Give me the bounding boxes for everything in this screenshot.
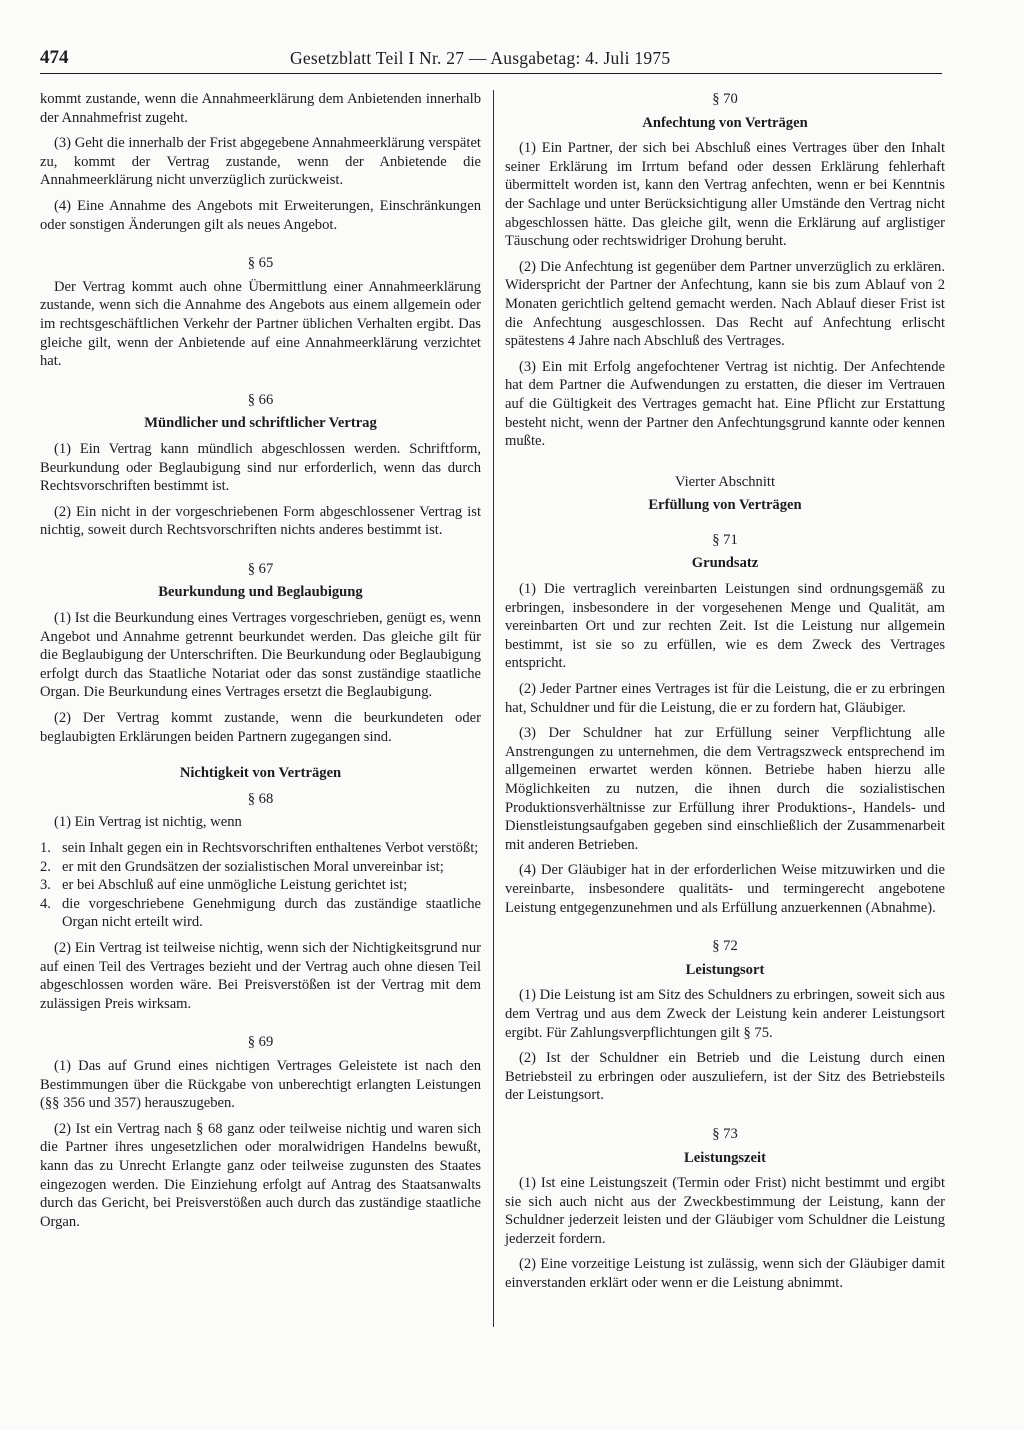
paragraph-65: Der Vertrag kommt auch ohne Übermittlung einer Annahmeerklärung zustande, wenn sich die Annahme des Angebots aus einem allgemein oder im rechtsgeschäftlichen Verkehr der Partner üblichen Verhalten ergibt. Das gleiche gilt, wenn der Anbietende auf eine Annahmeerklärung verzichtet hat. [40,278,481,370]
list-item-number: 3. [40,877,51,894]
paragraph-71-3: (3) Der Schuldner hat zur Erfüllung seiner Verpflichtung alle Anstrengungen zu unternehmen, die dem Vertragszweck entsprechend im allgemeinen erwartet werden können. Betriebe haben hierzu alle Möglichkeiten zu nutzen, die ihnen durch die sozialistischen Produktionsverhältnisse zur Erfüllung ihrer Produktions-, Handels- und Dienstleistungsaufgaben gegeben sind einschließlich der Zusammenarbeit mit anderen Betrieben. [505,725,945,853]
paragraph-70-2: (2) Die Anfechtung ist gegenüber dem Partner unverzüglich zu erklären. Widerspricht der Partner der Anfechtung, kann sie bis zum Ablauf von 2 Monaten gerichtlich geltend gemacht werden. Nach Ablauf dieser Frist ist die Anfechtung ausgeschlossen. Das Recht auf Anfechtung erlischt spätestens 4 Jahre nach Abschluß des Vertrages. [505,258,945,350]
list-item [40,895,481,932]
paragraph-66-1: (1) Ein Vertrag kann mündlich abgeschlossen werden. Schriftform, Beurkundung oder Beglaubigung sind nur erforderlich, wenn das durch Rechtsvorschriften bestimmt ist. [40,440,481,495]
page-header [40,47,942,74]
paragraph-68-1: (1) Ein Vertrag ist nichtig, wenn [54,814,242,831]
paragraph-66-2: (2) Ein nicht in der vorgeschriebenen Form abgeschlossener Vertrag ist nichtig, soweit durch Rechtsvorschriften nichts anderes bestimmt ist. [40,503,481,539]
list-item [40,839,481,858]
chapter-title: Erfüllung von Verträgen [648,497,802,514]
section-sign-67: § 67 [247,560,274,577]
section-sign-71: § 71 [712,531,738,548]
paragraph-71-4: (4) Der Gläubiger hat in der erforderlichen Weise mitzuwirken und die vereinbarte, insbesondere qualitäts- und termingerecht angebotene Leistung entgegenzunehmen und als Erfüllung anzuerkennen (Abnahme). [505,862,945,916]
list-item [40,858,481,877]
section-sign-69: § 69 [247,1034,274,1051]
paragraph-73-1: (1) Ist eine Leistungszeit (Termin oder Frist) nicht bestimmt und ergibt sie sich auch nicht aus der Zweckbestimmung der Leistung, kann der Schuldner jederzeit leisten und der Gläubiger vom Schuldner die Leistung jederzeit fordern. [505,1175,945,1247]
section-title-66: Mündlicher und schriftlicher Vertrag [144,415,377,432]
paragraph-68-2: (2) Ein Vertrag ist teilweise nichtig, wenn sich der Nichtigkeitsgrund nur auf einen Teil des Vertrages bezieht und der Vertrag auch ohne diesen Teil abgeschlossen worden wäre. Bei Preisverstößen ist der Vertrag mit dem zulässigen Preis wirksam. [40,939,481,1012]
chapter-label: Vierter Abschnitt [674,473,776,490]
list-item-number: 4. [40,895,51,912]
paragraph-70-3: (3) Ein mit Erfolg angefochtener Vertrag ist nichtig. Der Anfechtende hat dem Partner die Aufwendungen zu erstatten, die dieser im Vertrauen auf die Gültigkeit des Vertrages gemacht hat. Eine Pflicht zur Erstattung besteht nicht, wenn der Partner den Anfechtungsgrund kannte oder kennen mußte. [505,358,945,450]
paragraph-69-1: (1) Das auf Grund eines nichtigen Vertrages Geleistete ist nach den Bestimmungen über die Rückgabe von unberechtigt erlangten Leistungen (§§ 356 und 357) herauszugeben. [40,1057,481,1112]
list-item-text: die vorgeschriebene Genehmigung durch das zuständige staatliche Organ nicht erteilt wird. [62,895,481,931]
list-item-number: 1. [40,840,51,856]
section-title-71: Grundsatz [691,555,759,572]
section-sign-70: § 70 [712,91,738,107]
section-title-72: Leistungsort [685,961,765,978]
paragraph-67-2: (2) Der Vertrag kommt zustande, wenn die beurkundeten oder beglaubigten Erklärungen beiden Partnern zugegangen sind. [40,710,481,745]
section-sign-68: § 68 [247,790,274,807]
list-item-text: er bei Abschluß auf eine unmögliche Leistung gerichtet ist; [62,877,408,894]
paragraph-67-1: (1) Ist die Beurkundung eines Vertrages vorgeschrieben, genügt es, wenn Angebot und Annahme getrennt beurkundet werden. Das gleiche gilt für die Beglaubigung der Unterschriften. Die Beurkundung oder Beglaubigung erfolgt durch das Staatliche Notariat oder das sonst zuständige staatliche Organ. Die Beurkundung eines Vertrages ersetzt die Beglaubigung. [40,610,481,701]
list-item-text: sein Inhalt gegen ein in Rechtsvorschriften enthaltenes Verbot verstößt; [62,840,479,856]
list-item [40,876,481,895]
section-title-73: Leistungszeit [684,1149,766,1166]
section-title-67: Beurkundung und Beglaubigung [158,584,363,601]
column-divider [493,90,494,1327]
section-sign-73: § 73 [712,1125,738,1142]
section-sign-65: § 65 [247,255,274,272]
list-item-text: er mit den Grundsätzen der sozialistischen Moral unvereinbar ist; [62,858,444,875]
paragraph-69-2: (2) Ist ein Vertrag nach § 68 ganz oder teilweise nichtig und waren sich die Partner ihres ungesetzlichen oder moralwidrigen Handelns bewußt, kann das zu Unrecht Erlangte ganz oder teilweise zugunsten des Staates eingezogen werden. Die Einziehung erfolgt auf Antrag des Staatsanwalts durch das Gericht, bei Preisverstößen auch durch das zuständige staatliche Organ. [40,1120,481,1230]
paragraph-72-1: (1) Die Leistung ist am Sitz des Schuldners zu erbringen, soweit sich aus dem Vertrag und aus dem Zweck der Leistung kein anderer Leistungsort ergibt. Für Zahlungsverpflichtungen gilt § 75. [505,987,945,1041]
nichtig-conditions-list [40,839,481,932]
paragraph-72-2: (2) Ist der Schuldner ein Betrieb und die Leistung durch einen Betriebsteil zu erbringen oder auszuliefern, ist der Sitz des Betriebsteils der Leistungsort. [505,1050,945,1104]
left-column [40,90,481,1238]
page-number: 474 [40,47,69,68]
paragraph-73-2: (2) Eine vorzeitige Leistung ist zulässig, wenn sich der Gläubiger damit einverstanden erklärt oder wenn er die Leistung abnimmt. [505,1256,945,1292]
paragraph-71-1: (1) Die vertraglich vereinbarten Leistungen sind ordnungsgemäß zu erbringen, insbesondere in der vorgesehenen Menge und Qualität, am vereinbarten Ort und zur rechten Zeit. Ist die Leistung nur allgemein bestimmt, ist sie so zu erfüllen, wie es dem Zweck des Vertrages entspricht. [505,581,945,672]
section-title-70: Anfechtung von Verträgen [642,114,808,131]
paragraph-64-3: (3) Geht die innerhalb der Frist abgegebene Annahmeerklärung verspätet zu, kommt der Vertrag zustande, wenn der Anbietende die Annahmeerklärung nicht unverzüglich zurückweist. [40,135,481,189]
paragraph-71-2: (2) Jeder Partner eines Vertrages ist für die Leistung, die er zu erbringen hat, Schuldner und für die Leistung, die er zu fordern hat, Gläubiger. [505,681,945,716]
paragraph-64-4: (4) Eine Annahme des Angebots mit Erweiterungen, Einschränkungen oder sonstigen Änderungen gilt als neues Angebot. [40,197,481,233]
right-column [505,90,945,1300]
section-sign-72: § 72 [712,938,738,955]
gazette-header-title: Gesetzblatt Teil I Nr. 27 — Ausgabetag: 4. Juli 1975 [290,48,671,68]
section-sign-66: § 66 [247,391,274,408]
nichtigkeit-heading: Nichtigkeit von Verträgen [179,765,342,782]
continued-paragraph: kommt zustande, wenn die Annahmeerklärung dem Anbietenden innerhalb der Annahmefrist zugeht. [40,91,481,126]
list-item-number: 2. [40,858,51,875]
paragraph-70-1: (1) Ein Partner, der sich bei Abschluß eines Vertrages über den Inhalt seiner Erklärung im Irrtum befand oder dessen Erklärung fehlerhaft übermittelt worden ist, kann den Vertrag anfechten, wenn er bei Kenntnis der Sachlage und unter Berücksichtigung aller Umstände den Vertrag nicht abgeschlossen hätte. Das gleiche gilt, wenn die Erklärung auf arglistiger Täuschung oder rechtswidriger Drohung beruht. [505,140,945,250]
